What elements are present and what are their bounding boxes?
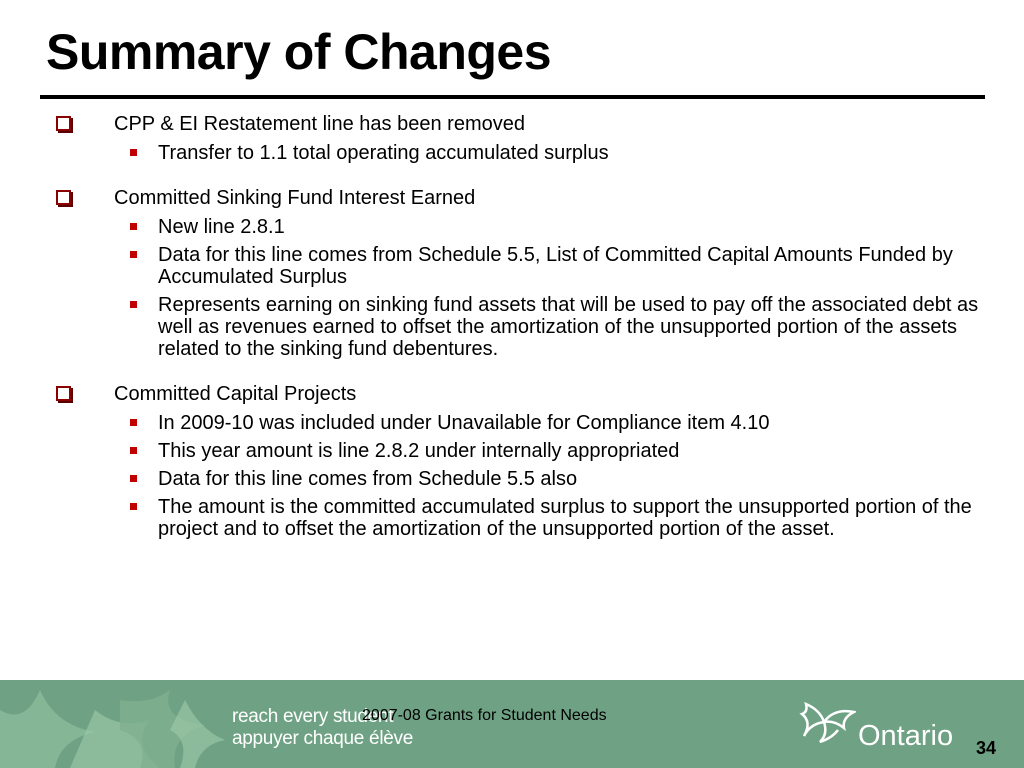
sub-bullet-list — [54, 412, 984, 540]
tagline-english: reach every student — [232, 706, 394, 727]
list-item-text: In 2009-10 was included under Unavailable for Compliance item 4.10 — [158, 412, 770, 434]
list-item — [54, 294, 984, 360]
section-heading-text: CPP & EI Restatement line has been removed — [114, 113, 525, 135]
section-cpp-ei — [54, 112, 984, 164]
list-item-text: New line 2.8.1 — [158, 216, 285, 238]
list-item — [54, 244, 984, 288]
square-bullet-icon — [130, 223, 137, 230]
square-bullet-icon — [130, 503, 137, 510]
section-heading — [54, 186, 984, 210]
square-bullet-icon — [130, 149, 137, 156]
footer-decoration-icon — [0, 680, 230, 768]
section-heading — [54, 382, 984, 406]
checkbox-bullet-icon — [56, 116, 71, 131]
slide-title: Summary of Changes — [46, 24, 552, 80]
list-item-text: This year amount is line 2.8.2 under internally appropriated — [158, 440, 680, 462]
list-item-text: Transfer to 1.1 total operating accumulated surplus — [158, 142, 609, 164]
tagline-french: appuyer chaque élève — [232, 728, 413, 749]
square-bullet-icon — [130, 301, 137, 308]
sub-bullet-list — [54, 142, 984, 164]
square-bullet-icon — [130, 447, 137, 454]
list-item — [54, 496, 984, 540]
section-capital-projects — [54, 382, 984, 540]
list-item-text: Represents earning on sinking fund assets that will be used to pay off the associated debt as well as revenues earned to offset the amortization of the unsupported portion of the assets related to the sinking fund debentures. — [158, 294, 979, 360]
list-item-text: Data for this line comes from Schedule 5.5, List of Committed Capital Amounts Funded by Accumulated Surplus — [158, 244, 953, 288]
list-item — [54, 412, 984, 434]
list-item — [54, 468, 984, 490]
footer-title: 2007-08 Grants for Student Needs — [362, 707, 607, 724]
sub-bullet-list — [54, 216, 984, 360]
checkbox-bullet-icon — [56, 386, 71, 401]
trillium-logo-icon — [798, 700, 856, 744]
checkbox-bullet-icon — [56, 190, 71, 205]
list-item — [54, 440, 984, 462]
title-underline — [40, 95, 985, 99]
list-item-text: Data for this line comes from Schedule 5.5 also — [158, 468, 578, 490]
page-number: 34 — [976, 738, 997, 758]
section-heading — [54, 112, 984, 136]
list-item-text: The amount is the committed accumulated surplus to support the unsupported portion of the project and to offset the amortization of the unsupported portion of the asset. — [158, 496, 972, 540]
square-bullet-icon — [130, 251, 137, 258]
section-heading-text: Committed Sinking Fund Interest Earned — [114, 187, 476, 209]
ontario-wordmark: Ontario — [858, 720, 954, 752]
section-heading-text: Committed Capital Projects — [114, 383, 357, 405]
list-item — [54, 216, 984, 238]
square-bullet-icon — [130, 419, 137, 426]
slide-content — [54, 112, 984, 562]
square-bullet-icon — [130, 475, 137, 482]
section-sinking-fund — [54, 186, 984, 360]
list-item — [54, 142, 984, 164]
footer-banner — [0, 680, 1024, 768]
